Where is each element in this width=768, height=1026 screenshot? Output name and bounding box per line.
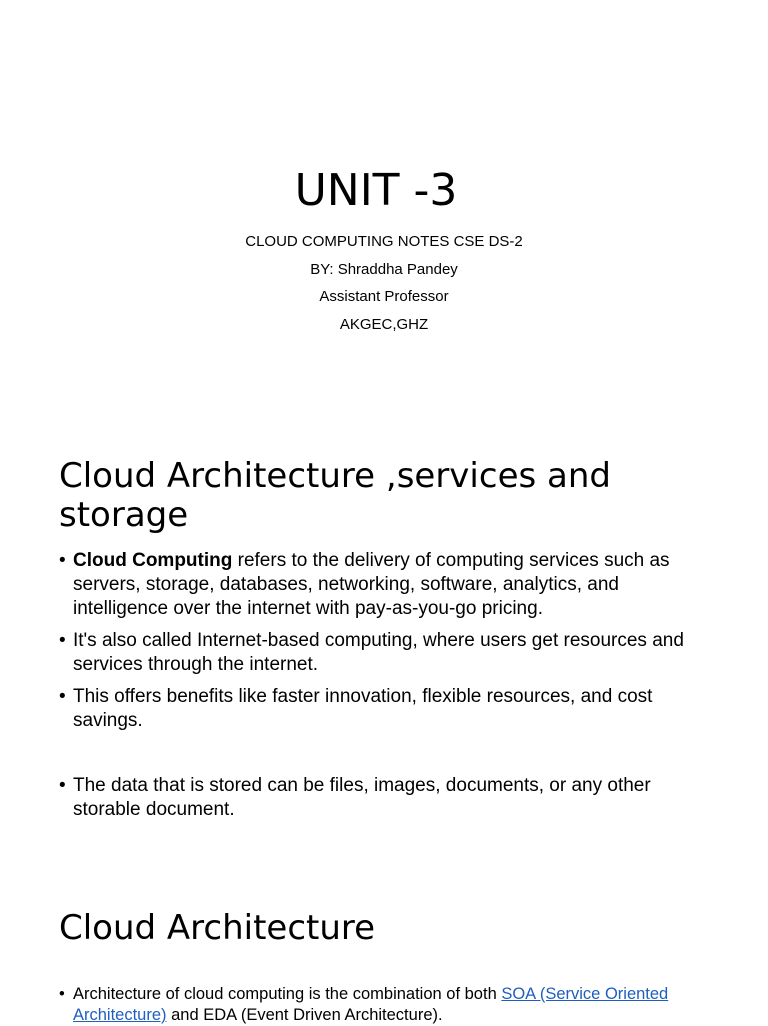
subtitle-block bbox=[0, 228, 768, 338]
bullet-item bbox=[59, 685, 719, 733]
bullet-item bbox=[59, 774, 719, 822]
slide-cloud-architecture bbox=[0, 864, 768, 1024]
bullet-item bbox=[59, 549, 719, 621]
bullet-dot-icon: • bbox=[59, 775, 66, 796]
soa-link[interactable]: SOA (Service Oriented Architecture) bbox=[73, 985, 669, 1024]
bullet-list bbox=[59, 984, 719, 1026]
course-name: CLOUD COMPUTING NOTES CSE DS-2 bbox=[245, 233, 523, 250]
bullet-item bbox=[59, 629, 719, 677]
bullet-dot-icon: • bbox=[59, 985, 65, 1003]
bullet-list bbox=[59, 549, 719, 822]
author-name: BY: Shraddha Pandey bbox=[310, 260, 458, 278]
bullet-text-end: and EDA (Event Driven Architecture). bbox=[166, 1006, 443, 1024]
bullet-text: It's also called Internet-based computing, where users get resources and services through the internet. bbox=[73, 630, 684, 675]
author-designation: Assistant Professor bbox=[319, 288, 449, 305]
title-slide bbox=[0, 0, 768, 432]
slide-heading: Cloud Architecture bbox=[59, 908, 376, 948]
institution: AKGEC,GHZ bbox=[339, 315, 429, 333]
slide-cloud-architecture-services-storage bbox=[0, 432, 768, 864]
bullet-dot-icon: • bbox=[59, 550, 66, 571]
unit-title: UNIT -3 bbox=[294, 165, 458, 216]
bullet-item bbox=[59, 984, 719, 1026]
bullet-text: This offers benefits like faster innovation, flexible resources, and cost savings. bbox=[73, 686, 653, 731]
slide-heading: Cloud Architecture ,services and storage bbox=[59, 456, 611, 535]
bold-term: Cloud Computing bbox=[73, 550, 233, 571]
bullet-text: refers to the delivery of computing services such as servers, storage, databases, networking, software, analytics, and intelligence over the internet with pay-as-you-go pricing. bbox=[73, 550, 670, 619]
bullet-text: The data that is stored can be files, images, documents, or any other storable document. bbox=[73, 775, 651, 820]
bullet-dot-icon: • bbox=[59, 686, 66, 707]
bullet-text: Architecture of cloud computing is the combination of both bbox=[73, 985, 502, 1003]
bullet-dot-icon: • bbox=[59, 630, 66, 651]
